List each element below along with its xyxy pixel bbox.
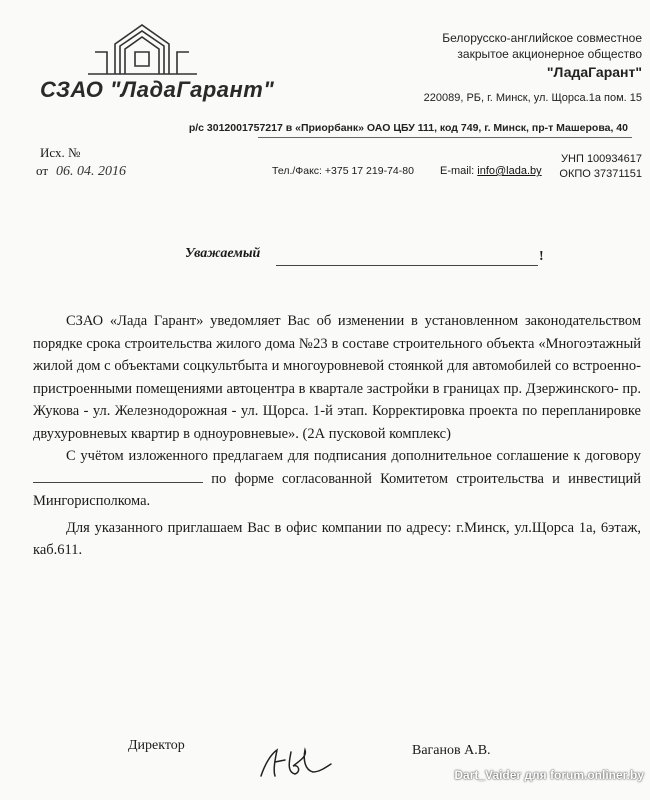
salutation-blank-line xyxy=(276,265,538,266)
email-link[interactable]: info@lada.by xyxy=(477,165,542,177)
header-divider xyxy=(258,137,632,138)
tel-fax: Тел./Факс: +375 17 219-74-80 xyxy=(272,165,414,177)
handwritten-signature xyxy=(255,742,335,782)
okpo-number: ОКПО 37371151 xyxy=(559,168,642,180)
company-name: "ЛадаГарант" xyxy=(546,64,642,80)
company-address: 220089, РБ, г. Минск, ул. Щорса.1а пом. 15 xyxy=(423,92,642,104)
paragraph-2-end: по форме согласованной Комитетом строительства и инвестиций Мингорисполкома. xyxy=(33,470,642,509)
company-logo xyxy=(40,22,285,107)
letter-body xyxy=(33,310,641,562)
body-paragraph-3: Для указанного приглашаем Вас в офис компании по адресу: г.Минск, ул.Щорса 1а, 6этаж, каб.611. xyxy=(33,519,641,558)
handwritten-date: 06. 04. 2016 xyxy=(56,164,127,179)
paragraph-2-start: С учётом изложенного предлагаем для подписания дополнительное соглашение к договору xyxy=(66,448,641,464)
contract-number-blank xyxy=(33,469,203,483)
logo-wordmark: СЗАО "ЛадаГарант" xyxy=(40,77,275,102)
unp-number: УНП 100934617 xyxy=(561,153,642,165)
body-paragraph-1: СЗАО «Лада Гарант» уведомляет Вас об изменении в установленном законодательством порядке срока строительства жилого дома №23 в составе строительного объекта «Многоэтажный жилой дом с объектами соцкультбыта и многоуровневой стоянкой для автомобилей со встроенно-пристроенными помещениями автоцентра в квартале застройки в границах пр. Дзержинского- пр. Жукова - ул. Железнодорожная - ул. Щорса. 1-й этап. Корректировка проекта по перепланировке двухуровневых квартир в одноуровневые». (2А пусковой комплекс) xyxy=(33,313,641,442)
bank-details: р/с 3012001757217 в «Приорбанк» ОАО ЦБУ 111, код 749, г. Минск, пр-т Машерова, 40 xyxy=(188,122,628,134)
email-label: E-mail: xyxy=(440,165,478,177)
company-type-line2: закрытое акционерное общество xyxy=(457,47,642,61)
salutation: Уважаемый xyxy=(185,246,261,261)
company-block xyxy=(382,30,642,106)
date-label: от xyxy=(36,163,49,178)
house-logo-icon xyxy=(85,22,200,77)
watermark-text: Dart_Vaider для forum.onliner.by xyxy=(454,768,644,782)
company-ids xyxy=(512,152,642,182)
signatory-name: Ваганов А.В. xyxy=(412,743,491,758)
signatory-title: Директор xyxy=(128,738,185,753)
company-type-line1: Белорусско-английское совместное xyxy=(442,31,642,45)
body-paragraph-2 xyxy=(33,445,641,513)
salutation-exclamation: ! xyxy=(539,249,544,264)
letter-date xyxy=(36,163,126,180)
outgoing-number-label: Исх. № xyxy=(40,145,81,160)
